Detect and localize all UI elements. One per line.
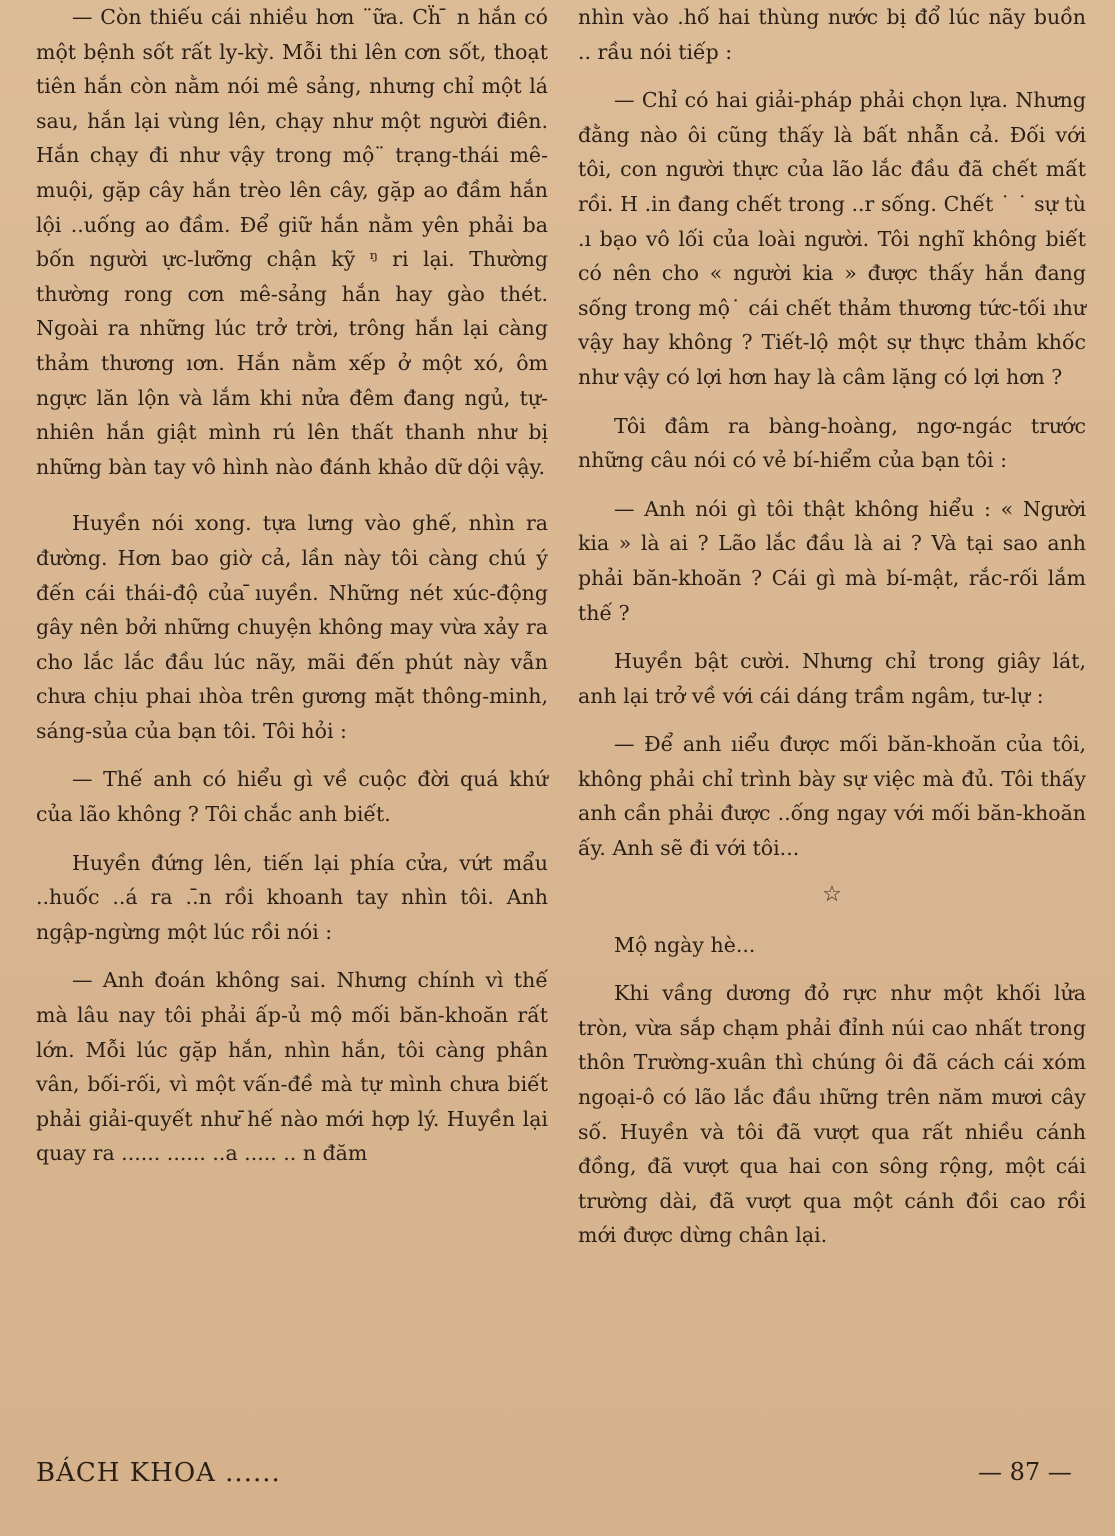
star-icon: ☆ — [822, 881, 842, 907]
left-column — [36, 0, 548, 1185]
paragraph: — Để anh ıiểu được mối băn-khoăn của tôi, không phải chỉ trình bày sự việc mà đủ. Tôi thấy anh cần phải được ..ống ngay với mối băn-khoăn ấy. Anh sẽ đi với tôi... — [578, 732, 1086, 861]
page-number: — 87 — — [978, 1458, 1072, 1486]
paragraph: Mộ ngày hè... — [614, 932, 756, 957]
paragraph: Huyền đứng lên, tiến lại phía cửa, vứt mẩu ..huốc ..á ra ..̄n rồi khoanh tay nhìn tôi. Anh ngập-ngừng một lúc rồi nói : — [36, 850, 548, 944]
paragraph: — Anh đoán không sai. Nhưng chính vì thế mà lâu nay tôi phải ấp-ủ mộ mối băn-khoăn rất lớn. Mỗi lúc gặp hắn, nhìn hắn, tôi càng phân vân, bối-rối, vì một vấn-đề mà tự mình chưa biết phải giải-quyết như ̄hế nào mới hợp lý. Huyền lại quay ra ...... ...... ..a ..... .. n đăm — [36, 968, 548, 1166]
paragraph: — Chỉ có hai giải-pháp phải chọn lựa. Nhưng đằng nào ôi cũng thấy là bất nhẫn cả. Đối với tôi, con người thực của lão lắc đầu đã chết mất rồi. H .in đang chết trong ..r sống. Chết ˙ ˙ sự tù .ı bạo vô lối của loài người. Tôi nghĩ không biết có nên cho « người kia » được thấy hắn đang sống trong mộ˙ cái chết thảm thương tức-tối ıhư vậy hay không ? Tiết-lộ một sự thực thảm khốc như vậy có lợi hơn hay là câm lặng có lợi hơn ? — [578, 88, 1086, 389]
paragraph: — Anh nói gì tôi thật không hiểu : « Người kia » là ai ? Lão lắc đầu là ai ? Và tại sao anh phải băn-khoăn ? Cái gì mà bí-mật, rắc-rối lắm thế ? — [578, 496, 1086, 625]
footer-magazine-title: BÁCH KHOA ...... — [36, 1458, 281, 1488]
paragraph: Khi vầng dương đỏ rực như một khối lửa tròn, vừa sắp chạm phải đỉnh núi cao nhất trong thôn Trường-xuân thì chúng ôi đã cách cái xóm ngoại-ô có lão lắc đầu ıhững trên năm mươi cây số. Huyền và tôi đã vượt qua rất nhiều cánh đồng, đã vượt qua hai con sông rộng, một cái trường dài, đã vượt qua một cánh đồi cao rồi mới được dừng chân lại. — [578, 981, 1086, 1248]
paragraph: — Thế anh có hiểu gì về cuộc đời quá khứ của lão không ? Tôi chắc anh biết. — [36, 767, 548, 827]
paragraph: — Còn thiếu cái nhiều hơn ¨ữa. Cḧ ̄ n hắn có một bệnh sốt rất ly-kỳ. Mỗi thi lên cơn sốt, thoạt tiên hắn còn nằm nói mê sảng, nhưng chỉ một lá sau, hắn lại vùng lên, chạy như một người điên. Hắn chạy đi như vậy trong mộ¨ trạng-thái mê-muội, gặp cây hắn trèo lên cây, gặp ao đầm hắn lội ..uống ao đầm. Để giữ hắn nằm yên phải ba bốn người ực-lưỡng chận kỹ ᵑ ri lại. Thường thường rong cơn mê-sảng hắn hay gào thét. Ngoài ra những lúc trở trời, trông hắn lại càng thảm thương ıơn. Hắn nằm xếp ở một xó, ôm ngực lăn lộn và lắm khi nửa đêm đang ngủ, tự-nhiên hắn giật mình rú lên thất thanh như bị những bàn tay vô hình nào đánh khảo dữ dội vậy. — [36, 5, 548, 479]
right-column — [578, 0, 1086, 1267]
paragraph: Tôi đâm ra bàng-hoàng, ngơ-ngác trước những câu nói có vẻ bí-hiểm của bạn tôi : — [578, 413, 1086, 473]
paragraph: Huyền nói xong. tựa lưng vào ghế, nhìn ra đường. Hơn bao giờ cả, lần này tôi càng chú ý đến cái thái-độ của ̄ıuyền. Những nét xúc-động gây nên bởi những chuyện không may vừa xảy ra cho lắc lắc đầu lúc nãy, mãi đến phút này vẫn chưa chịu phai ıhòa trên gương mặt thông-minh, sáng-sủa của bạn tôi. Tôi hỏi : — [36, 511, 548, 743]
paragraph: Huyền bật cười. Nhưng chỉ trong giây lát, anh lại trở về với cái dáng trầm ngâm, tư-lự : — [578, 649, 1086, 708]
paragraph: nhìn vào .hố hai thùng nước bị đổ lúc nãy buồn .. rầu nói tiếp : — [578, 5, 1086, 64]
